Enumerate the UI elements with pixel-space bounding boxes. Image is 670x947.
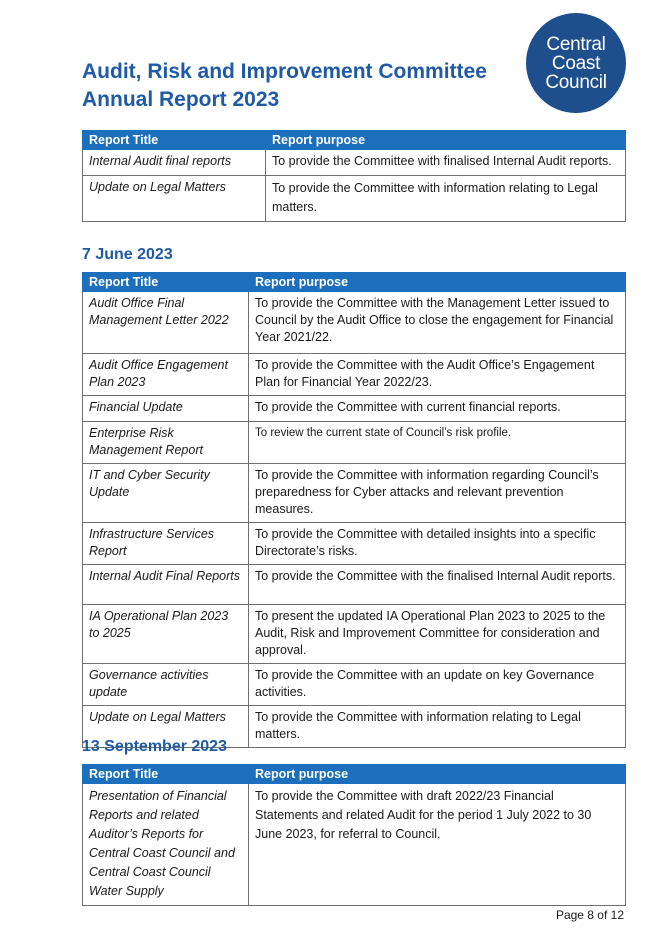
report-title-cell: IT and Cyber Security Update [83,464,249,523]
table-row [83,422,626,464]
report-purpose-cell: To provide the Committee with the Management Letter issued to Council by the Audit Office to close the engagement for Financial Year 2021/22. [249,292,626,354]
table-row [83,605,626,664]
table-row [83,664,626,706]
report-purpose-cell: To provide the Committee with finalised Internal Audit reports. [266,150,626,176]
table-row [83,150,626,176]
report-title-cell: Presentation of Financial Reports and related Auditor’s Reports for Central Coast Council and Central Coast Council Water Supply [83,784,249,906]
report-title-cell: Governance activities update [83,664,249,706]
report-title-cell: Update on Legal Matters [83,176,266,222]
report-title-cell: Audit Office Final Management Letter 2022 [83,292,249,354]
report-title-cell: Update on Legal Matters [83,706,249,748]
report-purpose-cell: To provide the Committee with detailed insights into a specific Directorate’s risks. [249,523,626,565]
logo-word-2: Coast [551,52,601,74]
col-header-title: Report Title [83,273,249,292]
table-header-row [83,131,626,150]
page-title-line1: Audit, Risk and Improvement Committee [82,60,487,83]
col-header-purpose: Report purpose [249,273,626,292]
col-header-purpose: Report purpose [266,131,626,150]
report-title-cell: Infrastructure Services Report [83,523,249,565]
col-header-purpose: Report purpose [249,765,626,784]
col-header-title: Report Title [83,131,266,150]
col-header-title: Report Title [83,765,249,784]
report-purpose-cell: To provide the Committee with information relating to Legal matters. [266,176,626,222]
table-row [83,464,626,523]
table-row [83,784,626,906]
table-row [83,176,626,222]
section-heading-june: 7 June 2023 [82,246,173,263]
report-purpose-cell: To provide the Committee with current financial reports. [249,396,626,422]
top-report-table [82,130,626,222]
report-title-cell: Enterprise Risk Management Report [83,422,249,464]
table-row [83,565,626,605]
logo-word-1: Central [546,33,606,55]
table-header-row [83,273,626,292]
report-purpose-cell: To provide the Committee with draft 2022/23 Financial Statements and related Audit for the period 1 July 2022 to 30 June 2023, for referral to Council. [249,784,626,906]
section-heading-september: 13 September 2023 [82,738,227,755]
report-title-cell: Financial Update [83,396,249,422]
logo-word-3: Council [545,71,607,93]
report-title-cell: Internal Audit final reports [83,150,266,176]
report-purpose-cell: To provide the Committee with information regarding Council’s preparedness for Cyber attacks and relevant prevention measures. [249,464,626,523]
june-report-table [82,272,626,748]
report-purpose-cell: To review the current state of Council’s risk profile. [249,422,626,464]
report-purpose-cell: To provide the Committee with information relating to Legal matters. [249,706,626,748]
report-purpose-cell: To present the updated IA Operational Plan 2023 to 2025 to the Audit, Risk and Improvement Committee for consideration and approval. [249,605,626,664]
page-title-line2: Annual Report 2023 [82,88,280,111]
table-row [83,396,626,422]
table-header-row [83,765,626,784]
report-title-cell: IA Operational Plan 2023 to 2025 [83,605,249,664]
table-row [83,354,626,396]
council-logo [526,13,626,113]
report-purpose-cell: To provide the Committee with the finalised Internal Audit reports. [249,565,626,605]
table-row [83,523,626,565]
report-purpose-cell: To provide the Committee with the Audit Office’s Engagement Plan for Financial Year 2022/23. [249,354,626,396]
page-title [82,58,512,114]
report-title-cell: Audit Office Engagement Plan 2023 [83,354,249,396]
page-number: Page 8 of 12 [555,908,624,922]
report-purpose-cell: To provide the Committee with an update on key Governance activities. [249,664,626,706]
report-title-cell: Internal Audit Final Reports [83,565,249,605]
september-report-table [82,764,626,906]
table-row [83,292,626,354]
